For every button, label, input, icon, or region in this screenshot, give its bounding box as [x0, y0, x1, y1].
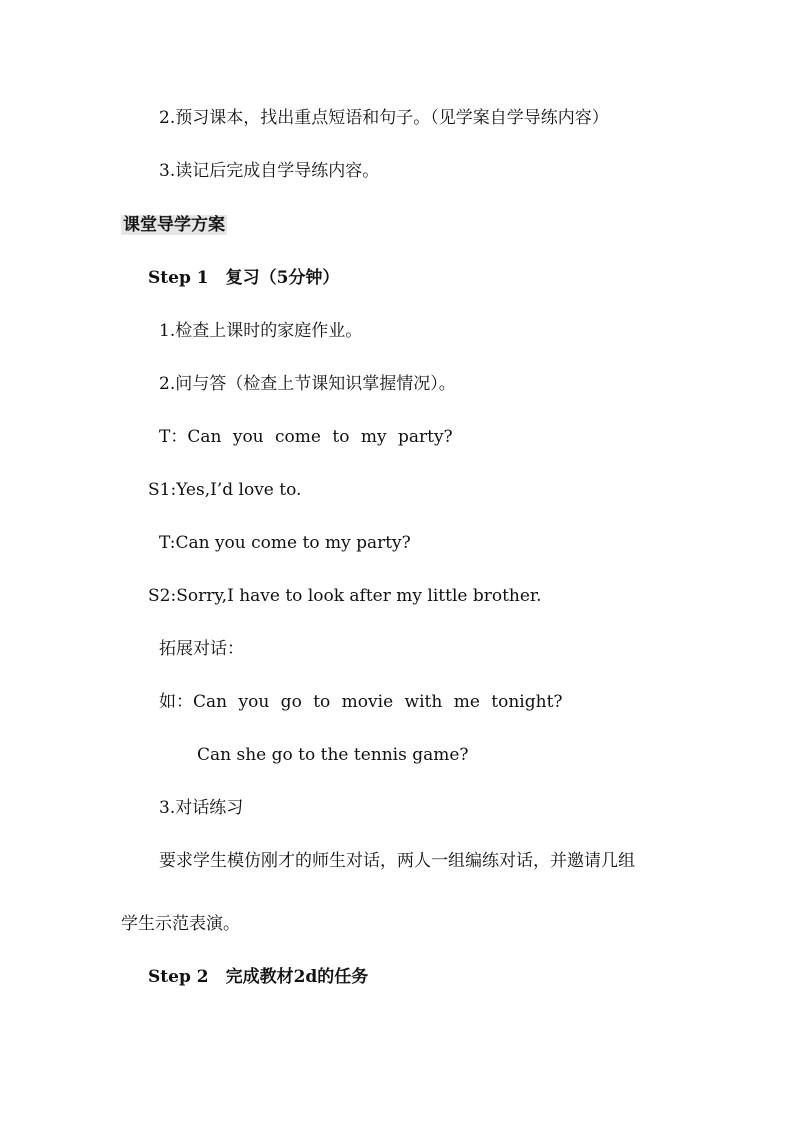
- example-line-1: 如：Can you go to movie with me tonight?: [159, 692, 563, 712]
- step1-heading: Step 1 复习（5分钟）: [148, 268, 340, 288]
- step1-item-3: 3.对话练习: [159, 798, 244, 818]
- step1-item-2: 2.问与答（检查上节课知识掌握情况）。: [159, 374, 456, 394]
- dialogue-line-student-1: S1:Yes,I’d love to.: [148, 480, 302, 500]
- requirement-line-1: 要求学生模仿刚才的师生对话，两人一组编练对话，并邀请几组: [159, 851, 635, 871]
- prep-item-3: 3.读记后完成自学导练内容。: [159, 161, 380, 181]
- step2-heading: Step 2 完成教材2d的任务: [148, 967, 369, 987]
- example-line-2: Can she go to the tennis game?: [197, 745, 469, 765]
- requirement-line-2: 学生示范表演。: [121, 914, 240, 934]
- dialogue-line-teacher-1: T：Can you come to my party?: [159, 427, 453, 447]
- extend-dialogue-label: 拓展对话：: [159, 639, 244, 659]
- prep-item-2: 2.预习课本，找出重点短语和句子。（见学案自学导练内容）: [159, 108, 609, 128]
- section-heading: 课堂导学方案: [123, 215, 225, 235]
- step1-item-1: 1.检查上课时的家庭作业。: [159, 321, 363, 341]
- section-heading-wrap: [121, 213, 227, 237]
- dialogue-line-student-2: S2:Sorry,I have to look after my little brother.: [148, 586, 542, 606]
- dialogue-line-teacher-2: T:Can you come to my party?: [159, 533, 411, 553]
